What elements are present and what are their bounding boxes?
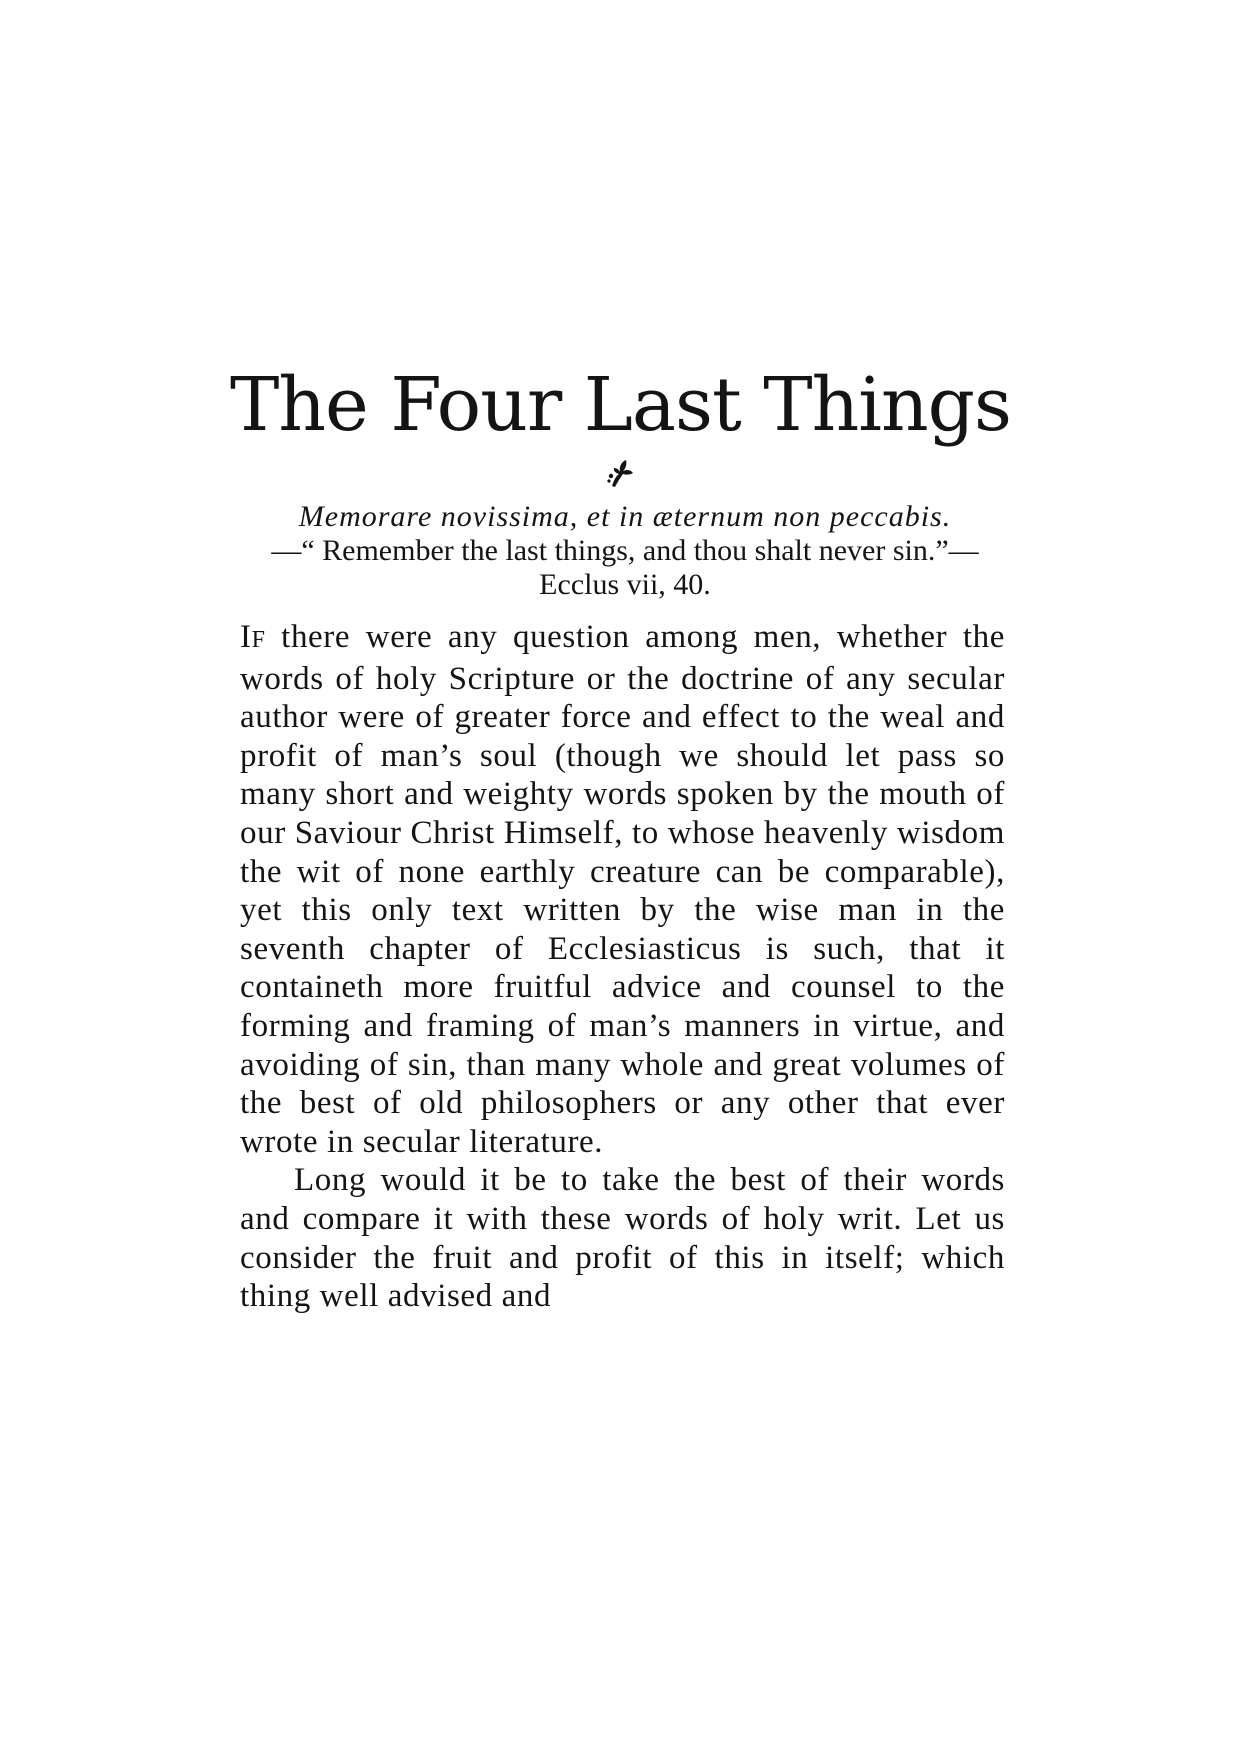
paragraph-text: there were any question among men, whether the words of holy Scripture or the doctrine of any secular author were of greater force and effect to the weal and profit of man’s soul (though we should let pass so many short and weighty words spoken by the mouth of our Saviour Christ Himself, to whose heavenly wisdom the wit of none earthly creature can be comparable), yet this only text written by the wise man in the seventh chapter of Ecclesiasticus is such, that it containeth more fruitful advice and counsel to the forming and framing of man’s manners in virtue, and avoiding of sin, than many whole and great volumes of the best of old philosophers or any other that ever wrote in secular literature.	[240, 619, 1005, 1160]
paragraph-text: Long would it be to take the best of their words and compare it with these words of holy writ. Let us consider the fruit and profit of this in itself; which thing well advised and	[240, 1162, 1005, 1315]
initial-letter: I	[240, 619, 252, 655]
body-text	[240, 618, 1005, 1316]
paragraph	[240, 618, 1005, 1161]
epigraph-latin: Memorare novissima, et in æternum non peccabis.	[298, 500, 952, 533]
initial-small-cap: F	[251, 627, 266, 653]
paragraph	[240, 1161, 1005, 1315]
epigraph	[240, 500, 1010, 602]
epigraph-translation: —“ Remember the last things, and thou shalt never sin.”—Ecclus vii, 40.	[271, 534, 979, 601]
chapter-title: The Four Last Things	[230, 362, 1011, 448]
fleuron-icon	[604, 456, 638, 490]
